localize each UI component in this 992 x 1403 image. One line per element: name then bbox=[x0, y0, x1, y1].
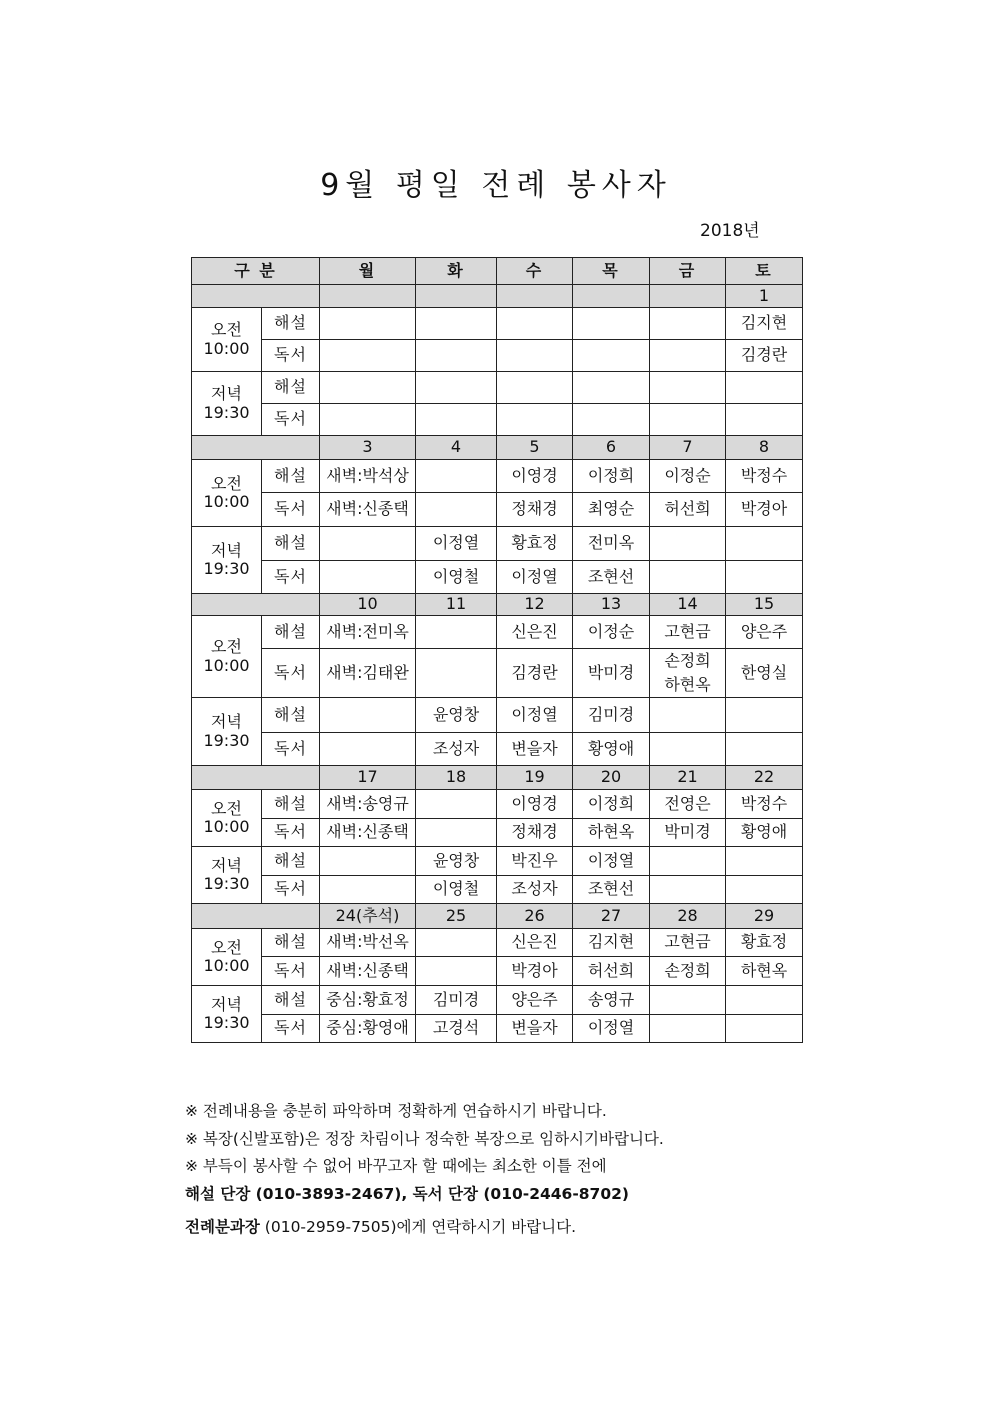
volunteer-cell: 신은진 bbox=[497, 616, 573, 649]
date-cell: 1 bbox=[726, 285, 803, 308]
session-time: 10:00 bbox=[203, 817, 250, 836]
header-day: 토 bbox=[726, 258, 803, 285]
date-cell: 25 bbox=[416, 904, 497, 929]
session-time: 19:30 bbox=[203, 1013, 250, 1032]
volunteer-cell: 손정희 bbox=[650, 957, 726, 986]
session-name: 저녁 bbox=[211, 994, 242, 1014]
date-cell bbox=[650, 285, 726, 308]
session-name: 저녁 bbox=[211, 540, 242, 560]
volunteer-cell: 한영실 bbox=[726, 649, 803, 698]
role-label: 해설 bbox=[262, 847, 320, 876]
date-row-label bbox=[192, 285, 320, 308]
date-row-label bbox=[192, 766, 320, 790]
volunteer-cell: 김경란 bbox=[497, 649, 573, 698]
date-cell: 12 bbox=[497, 594, 573, 616]
volunteer-cell bbox=[573, 340, 650, 372]
session-name: 저녁 bbox=[211, 712, 242, 732]
date-cell: 27 bbox=[573, 904, 650, 929]
date-cell: 26 bbox=[497, 904, 573, 929]
volunteer-cell bbox=[416, 372, 497, 404]
session-label bbox=[192, 847, 262, 904]
volunteer-cell bbox=[726, 847, 803, 876]
session-time: 10:00 bbox=[203, 956, 250, 975]
volunteer-cell: 이정희 bbox=[573, 460, 650, 493]
session-label bbox=[192, 308, 262, 372]
volunteer-cell: 조현선 bbox=[573, 561, 650, 594]
volunteer-cell: 허선희 bbox=[650, 493, 726, 527]
date-cell: 17 bbox=[320, 766, 416, 790]
date-cell: 18 bbox=[416, 766, 497, 790]
volunteer-cell: 박정수 bbox=[726, 460, 803, 493]
page-title: 9월 평일 전례 봉사자 bbox=[320, 168, 672, 203]
volunteer-cell: 황효정 bbox=[726, 929, 803, 957]
volunteer-cell: 박경아 bbox=[726, 493, 803, 527]
volunteer-cell bbox=[573, 308, 650, 340]
volunteer-cell bbox=[320, 340, 416, 372]
session-label bbox=[192, 616, 262, 698]
volunteer-cell bbox=[726, 698, 803, 733]
session-time: 19:30 bbox=[203, 874, 250, 893]
session-label bbox=[192, 460, 262, 527]
volunteer-cell: 고현금 bbox=[650, 616, 726, 649]
volunteer-cell bbox=[497, 372, 573, 404]
volunteer-cell bbox=[726, 372, 803, 404]
role-label: 해설 bbox=[262, 986, 320, 1015]
volunteer-cell: 이정열 bbox=[416, 527, 497, 561]
volunteer-cell: 새벽:박선옥 bbox=[320, 929, 416, 957]
volunteer-cell: 이영경 bbox=[497, 790, 573, 819]
role-label: 해설 bbox=[262, 308, 320, 340]
volunteer-cell: 이정순 bbox=[573, 616, 650, 649]
date-cell: 28 bbox=[650, 904, 726, 929]
role-label: 독서 bbox=[262, 957, 320, 986]
volunteer-cell: 조성자 bbox=[416, 733, 497, 766]
date-cell: 11 bbox=[416, 594, 497, 616]
volunteer-cell bbox=[320, 733, 416, 766]
volunteer-cell: 하현옥 bbox=[573, 819, 650, 847]
date-cell: 5 bbox=[497, 436, 573, 460]
session-time: 10:00 bbox=[203, 492, 250, 511]
volunteer-cell: 새벽:신종택 bbox=[320, 819, 416, 847]
volunteer-cell: 이정순 bbox=[650, 460, 726, 493]
role-label: 독서 bbox=[262, 649, 320, 698]
header-day: 금 bbox=[650, 258, 726, 285]
header-day: 수 bbox=[497, 258, 573, 285]
date-cell bbox=[320, 285, 416, 308]
volunteer-cell: 중심:황효정 bbox=[320, 986, 416, 1015]
note-line: ※ 전례내용을 충분히 파악하며 정확하게 연습하시기 바랍니다. bbox=[185, 1102, 607, 1120]
date-cell: 15 bbox=[726, 594, 803, 616]
volunteer-cell bbox=[650, 876, 726, 904]
volunteer-cell: 신은진 bbox=[497, 929, 573, 957]
volunteer-cell: 박정수 bbox=[726, 790, 803, 819]
volunteer-cell: 이영철 bbox=[416, 561, 497, 594]
volunteer-cell: 이정열 bbox=[573, 847, 650, 876]
volunteer-cell bbox=[320, 308, 416, 340]
volunteer-cell bbox=[650, 986, 726, 1015]
volunteer-cell: 이영철 bbox=[416, 876, 497, 904]
date-cell: 22 bbox=[726, 766, 803, 790]
volunteer-cell: 변을자 bbox=[497, 1015, 573, 1043]
volunteer-cell: 조성자 bbox=[497, 876, 573, 904]
session-name: 오전 bbox=[211, 473, 242, 493]
session-name: 오전 bbox=[211, 320, 242, 340]
session-time: 19:30 bbox=[203, 402, 250, 422]
role-label: 독서 bbox=[262, 733, 320, 766]
volunteer-name: 하현옥 bbox=[664, 675, 711, 694]
session-label bbox=[192, 929, 262, 986]
date-cell: 20 bbox=[573, 766, 650, 790]
volunteer-cell: 이정희 bbox=[573, 790, 650, 819]
volunteer-cell bbox=[650, 847, 726, 876]
session-name: 오전 bbox=[211, 798, 242, 818]
volunteer-cell bbox=[416, 649, 497, 698]
volunteer-cell: 새벽:전미옥 bbox=[320, 616, 416, 649]
date-cell: 3 bbox=[320, 436, 416, 460]
volunteer-cell bbox=[650, 404, 726, 436]
role-label: 해설 bbox=[262, 929, 320, 957]
volunteer-cell bbox=[416, 616, 497, 649]
date-cell: 24(추석) bbox=[320, 904, 416, 929]
volunteer-cell: 박진우 bbox=[497, 847, 573, 876]
session-time: 10:00 bbox=[203, 655, 250, 675]
volunteer-cell: 새벽:박석상 bbox=[320, 460, 416, 493]
volunteer-cell: 이영경 bbox=[497, 460, 573, 493]
role-label: 해설 bbox=[262, 527, 320, 561]
volunteer-cell bbox=[416, 957, 497, 986]
volunteer-cell: 새벽:신종택 bbox=[320, 493, 416, 527]
session-name: 오전 bbox=[211, 937, 242, 957]
volunteer-cell: 변을자 bbox=[497, 733, 573, 766]
date-cell bbox=[416, 285, 497, 308]
volunteer-cell bbox=[726, 1015, 803, 1043]
volunteer-cell bbox=[416, 340, 497, 372]
volunteer-cell: 김미경 bbox=[573, 698, 650, 733]
session-label bbox=[192, 790, 262, 847]
volunteer-cell: 황영애 bbox=[726, 819, 803, 847]
contact-line-2: 전례분과장 (010-2959-7505)에게 연락하시기 바랍니다. bbox=[185, 1218, 577, 1236]
role-label: 해설 bbox=[262, 616, 320, 649]
volunteer-cell: 김경란 bbox=[726, 340, 803, 372]
volunteer-cell bbox=[650, 372, 726, 404]
volunteer-cell bbox=[650, 308, 726, 340]
header-day: 목 bbox=[573, 258, 650, 285]
volunteer-cell: 조현선 bbox=[573, 876, 650, 904]
volunteer-cell bbox=[497, 308, 573, 340]
volunteer-cell: 박미경 bbox=[573, 649, 650, 698]
volunteer-cell bbox=[573, 404, 650, 436]
volunteer-cell bbox=[726, 986, 803, 1015]
role-label: 해설 bbox=[262, 790, 320, 819]
date-cell: 4 bbox=[416, 436, 497, 460]
volunteer-cell: 황영애 bbox=[573, 733, 650, 766]
volunteer-cell bbox=[416, 308, 497, 340]
date-cell: 14 bbox=[650, 594, 726, 616]
volunteer-cell bbox=[416, 404, 497, 436]
volunteer-cell: 김지현 bbox=[573, 929, 650, 957]
header-category: 구 분 bbox=[192, 258, 320, 285]
volunteer-cell: 새벽:김태완 bbox=[320, 649, 416, 698]
volunteer-cell bbox=[320, 404, 416, 436]
role-label: 독서 bbox=[262, 819, 320, 847]
date-cell bbox=[573, 285, 650, 308]
role-label: 해설 bbox=[262, 698, 320, 733]
volunteer-cell bbox=[650, 733, 726, 766]
contact-line: 해설 단장 (010-3893-2467), 독서 단장 (010-2446-8702) bbox=[185, 1184, 629, 1203]
volunteer-cell bbox=[650, 649, 726, 698]
volunteer-cell: 김지현 bbox=[726, 308, 803, 340]
date-cell: 19 bbox=[497, 766, 573, 790]
role-label: 독서 bbox=[262, 493, 320, 527]
volunteer-cell bbox=[320, 372, 416, 404]
volunteer-cell bbox=[650, 340, 726, 372]
notes bbox=[185, 1098, 664, 1242]
volunteer-cell: 중심:황영애 bbox=[320, 1015, 416, 1043]
header-day: 화 bbox=[416, 258, 497, 285]
volunteer-cell bbox=[497, 340, 573, 372]
volunteer-cell bbox=[320, 876, 416, 904]
volunteer-cell bbox=[320, 561, 416, 594]
volunteer-cell: 새벽:신종택 bbox=[320, 957, 416, 986]
role-label: 독서 bbox=[262, 1015, 320, 1043]
session-time: 19:30 bbox=[203, 730, 250, 750]
volunteer-cell: 정채경 bbox=[497, 819, 573, 847]
session-name: 오전 bbox=[211, 637, 242, 657]
note-line: ※ 복장(신발포함)은 정장 차림이나 정숙한 복장으로 임하시기바랍니다. bbox=[185, 1129, 664, 1148]
volunteer-cell bbox=[320, 527, 416, 561]
volunteer-cell: 김미경 bbox=[416, 986, 497, 1015]
header-day: 월 bbox=[320, 258, 416, 285]
volunteer-cell: 박미경 bbox=[650, 819, 726, 847]
volunteer-cell: 하현옥 bbox=[726, 957, 803, 986]
role-label: 독서 bbox=[262, 340, 320, 372]
volunteer-cell: 양은주 bbox=[726, 616, 803, 649]
volunteer-cell bbox=[650, 527, 726, 561]
volunteer-cell bbox=[416, 460, 497, 493]
date-cell: 7 bbox=[650, 436, 726, 460]
role-label: 독서 bbox=[262, 404, 320, 436]
volunteer-cell bbox=[726, 527, 803, 561]
volunteer-cell: 최영순 bbox=[573, 493, 650, 527]
role-label: 독서 bbox=[262, 876, 320, 904]
date-cell: 13 bbox=[573, 594, 650, 616]
volunteer-cell bbox=[320, 698, 416, 733]
volunteer-cell: 이정열 bbox=[497, 561, 573, 594]
volunteer-cell bbox=[416, 929, 497, 957]
volunteer-cell: 윤영창 bbox=[416, 698, 497, 733]
session-name: 저녁 bbox=[211, 855, 242, 875]
date-cell: 21 bbox=[650, 766, 726, 790]
volunteer-cell: 이정열 bbox=[497, 698, 573, 733]
note-line: ※ 부득이 봉사할 수 없어 바꾸고자 할 때에는 최소한 이틀 전에 bbox=[185, 1157, 607, 1175]
volunteer-cell bbox=[650, 561, 726, 594]
volunteer-cell bbox=[416, 790, 497, 819]
session-label bbox=[192, 527, 262, 594]
session-name: 저녁 bbox=[211, 384, 242, 404]
session-label bbox=[192, 986, 262, 1043]
date-cell: 6 bbox=[573, 436, 650, 460]
volunteer-cell: 정채경 bbox=[497, 493, 573, 527]
volunteer-cell bbox=[650, 698, 726, 733]
date-cell: 29 bbox=[726, 904, 803, 929]
volunteer-cell: 허선희 bbox=[573, 957, 650, 986]
volunteer-cell bbox=[497, 404, 573, 436]
date-cell bbox=[497, 285, 573, 308]
volunteer-cell: 새벽:송영규 bbox=[320, 790, 416, 819]
volunteer-cell: 황효정 bbox=[497, 527, 573, 561]
schedule-table bbox=[191, 257, 803, 1043]
volunteer-cell: 윤영창 bbox=[416, 847, 497, 876]
session-time: 10:00 bbox=[203, 338, 250, 358]
volunteer-cell bbox=[416, 493, 497, 527]
volunteer-cell bbox=[726, 733, 803, 766]
volunteer-cell: 송영규 bbox=[573, 986, 650, 1015]
date-row-label bbox=[192, 594, 320, 616]
role-label: 해설 bbox=[262, 460, 320, 493]
volunteer-cell: 전미옥 bbox=[573, 527, 650, 561]
session-time: 19:30 bbox=[203, 559, 250, 578]
volunteer-cell bbox=[320, 847, 416, 876]
volunteer-cell: 고현금 bbox=[650, 929, 726, 957]
volunteer-cell bbox=[726, 404, 803, 436]
volunteer-cell: 박경아 bbox=[497, 957, 573, 986]
date-cell: 8 bbox=[726, 436, 803, 460]
volunteer-cell bbox=[726, 561, 803, 594]
date-row-label bbox=[192, 436, 320, 460]
volunteer-name: 손정희 bbox=[664, 651, 711, 670]
volunteer-cell: 이정열 bbox=[573, 1015, 650, 1043]
role-label: 해설 bbox=[262, 372, 320, 404]
session-label bbox=[192, 698, 262, 766]
session-label bbox=[192, 372, 262, 436]
date-cell: 10 bbox=[320, 594, 416, 616]
volunteer-cell: 고경석 bbox=[416, 1015, 497, 1043]
date-row-label bbox=[192, 904, 320, 929]
volunteer-cell bbox=[726, 876, 803, 904]
volunteer-cell: 양은주 bbox=[497, 986, 573, 1015]
volunteer-cell: 전영은 bbox=[650, 790, 726, 819]
volunteer-cell bbox=[573, 372, 650, 404]
year-label: 2018년 bbox=[700, 221, 760, 241]
role-label: 독서 bbox=[262, 561, 320, 594]
volunteer-cell bbox=[650, 1015, 726, 1043]
volunteer-cell bbox=[416, 819, 497, 847]
